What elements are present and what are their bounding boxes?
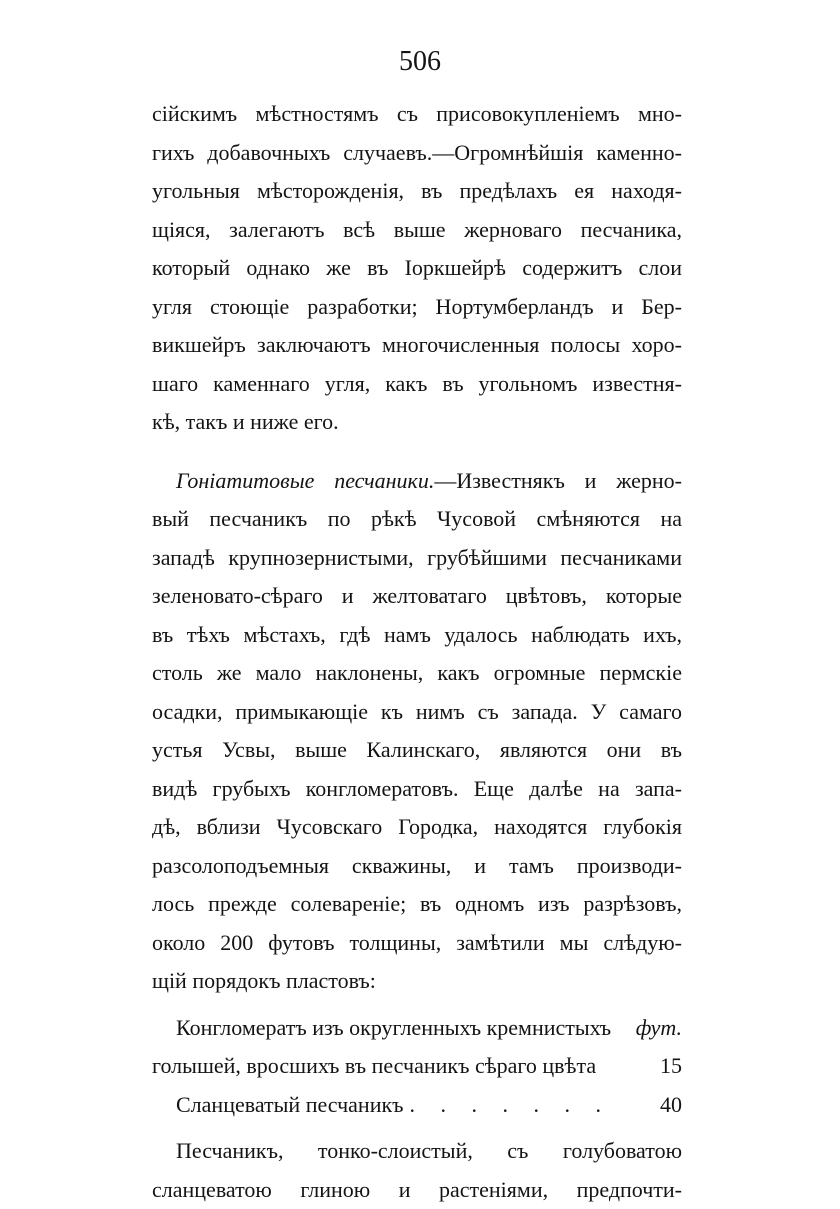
text-line: Песчаникъ, тонко-слоистый, съ голубоватою [152, 1132, 682, 1171]
text-line: дѣ, вблизи Чусовскаго Городка, находятся глубокія [152, 808, 682, 847]
table-row [152, 1047, 682, 1086]
stratum-description: голышей, вросшихъ въ песчаникъ сѣраго цвѣта [152, 1047, 652, 1086]
stratum-thickness: 15 [652, 1047, 682, 1086]
body-text [152, 95, 682, 1209]
text-line: шаго каменнаго угля, какъ въ угольномъ известня- [152, 365, 682, 404]
text-line: въ тѣхъ мѣстахъ, гдѣ намъ удалось наблюдать ихъ, [152, 616, 682, 655]
text-line: столь же мало наклонены, какъ огромные пермскіе [152, 654, 682, 693]
dot-leader: . . . . . . . [404, 1086, 652, 1125]
text-line: угольныя мѣсторожденія, въ предѣлахъ ея находя- [152, 172, 682, 211]
text-line: сійскимъ мѣстностямъ съ присовокупленіемъ мно- [152, 95, 682, 134]
paragraph-gap [152, 442, 682, 462]
paragraph-gap [152, 1001, 682, 1009]
text-line: осадки, примыкающіе къ нимъ съ запада. У самаго [152, 693, 682, 732]
text-fragment: —Известнякъ и жерно- [434, 468, 682, 493]
text-line: гихъ добавочныхъ случаевъ.—Огромнѣйшія каменно- [152, 134, 682, 173]
text-line: щіяся, залегаютъ всѣ выше жерноваго песчаника, [152, 211, 682, 250]
text-line: который однако же въ Іоркшейрѣ содержитъ слои [152, 249, 682, 288]
paragraph-gap [152, 1124, 682, 1132]
section-heading: Гоніатитовые песчаники. [176, 468, 434, 493]
stratum-thickness: 40 [652, 1086, 682, 1125]
text-line: викшейръ заключаютъ многочисленныя полосы хоро- [152, 326, 682, 365]
text-line: разсолоподъемныя скважины, и тамъ производи- [152, 847, 682, 886]
text-line: устья Усвы, выше Калинскаго, являются они въ [152, 731, 682, 770]
unit-label: фут. [628, 1009, 682, 1048]
text-line: щій порядокъ пластовъ: [152, 962, 682, 1001]
text-line [152, 462, 682, 501]
table-row [152, 1086, 682, 1125]
text-line: лось прежде солевареніе; въ одномъ изъ разрѣзовъ, [152, 885, 682, 924]
paragraph-3 [152, 1132, 682, 1209]
text-line: зеленовато-сѣраго и желтоватаго цвѣтовъ, которые [152, 577, 682, 616]
strata-table [152, 1009, 682, 1125]
text-line: видѣ грубыхъ конгломератовъ. Еще далѣе на запа- [152, 770, 682, 809]
text-line: западѣ крупнозернистыми, грубѣйшими песчаниками [152, 539, 682, 578]
page-number: 506 [0, 44, 840, 80]
text-line: угля стоющіе разработки; Нортумберландъ и Бер- [152, 288, 682, 327]
table-row [152, 1009, 682, 1048]
paragraph-2 [152, 462, 682, 1001]
text-line: кѣ, такъ и ниже его. [152, 403, 682, 442]
paragraph-1 [152, 95, 682, 442]
text-line: сланцеватою глиною и растеніями, предпочти- [152, 1171, 682, 1209]
stratum-description: Сланцеватый песчаникъ [152, 1086, 404, 1125]
text-line: около 200 футовъ толщины, замѣтили мы слѣдую- [152, 924, 682, 963]
text-line: вый песчаникъ по рѣкѣ Чусовой смѣняются на [152, 500, 682, 539]
stratum-description: Конгломератъ изъ округленныхъ кремнистыхъ [152, 1009, 628, 1048]
